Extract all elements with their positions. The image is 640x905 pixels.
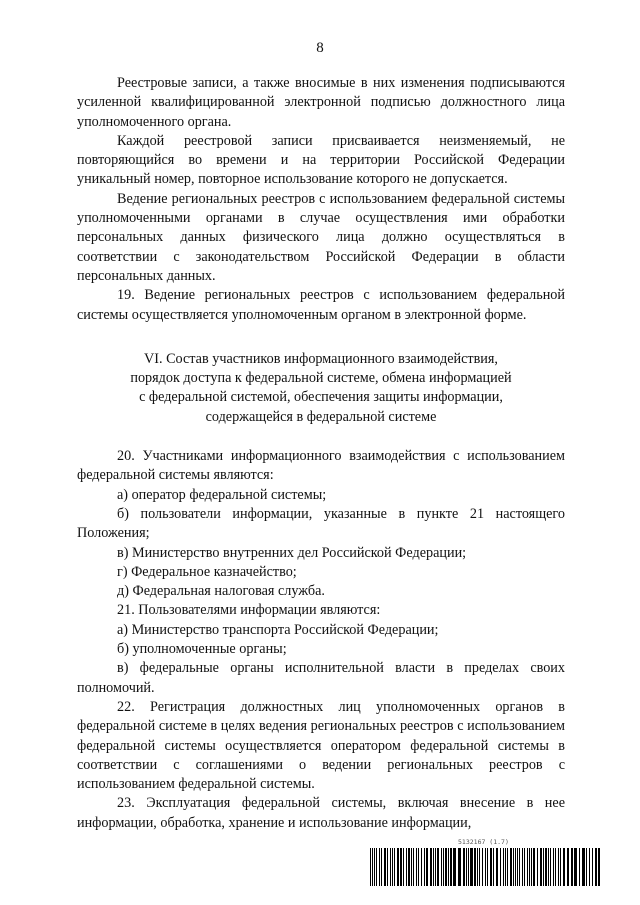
paragraph: 19. Ведение региональных реестров с использованием федеральной системы осуществляется уполномоченным органом в электронной форме. — [77, 287, 565, 323]
barcode-bar — [582, 848, 585, 886]
barcode-bar — [374, 848, 375, 886]
barcode-bar — [458, 848, 461, 886]
barcode-block — [370, 838, 600, 888]
barcode-bar — [424, 848, 425, 886]
barcode-bar — [571, 848, 573, 886]
barcode-bar — [397, 848, 399, 886]
barcode-bar — [592, 848, 593, 886]
paragraph: 20. Участниками информационного взаимодействия с использованием федеральной системы являются: — [77, 448, 565, 484]
barcode-bar — [500, 848, 501, 886]
barcode-bar — [477, 848, 478, 886]
paragraph: Каждой реестровой записи присваивается неизменяемый, не повторяющийся во времени и на территории Российской Федерации уникальный номер, повторное использование которого не допускается. — [77, 132, 565, 188]
barcode-bar — [421, 848, 422, 886]
list-item: а) оператор федеральной системы; — [117, 486, 327, 503]
barcode-bar — [453, 848, 456, 886]
barcode-bar — [437, 848, 439, 886]
barcode-bar — [390, 848, 391, 886]
barcode-bar — [579, 848, 580, 886]
paragraph: 22. Регистрация должностных лиц уполномоченных органов в федеральной системе в целях ведения региональных реестров с использованием федеральной системы осуществляется оператором федеральной системы в соответствии с соглашениями о ведении региональных реестров с использованием федеральной системы. — [77, 698, 565, 793]
barcode-bar — [574, 848, 577, 886]
barcode-bar — [555, 848, 556, 886]
barcode-bar — [493, 848, 494, 886]
barcode-bar — [550, 848, 551, 886]
paragraph: 23. Эксплуатация федеральной системы, включая внесение в нее информации, обработка, хранение и использование информации, — [77, 795, 565, 831]
list-item: б) уполномоченные органы; — [117, 641, 287, 658]
barcode-bar — [413, 848, 414, 886]
paragraph: 21. Пользователями информации являются: — [117, 602, 381, 619]
barcode-bar — [479, 848, 480, 886]
barcode-bar — [545, 848, 547, 886]
barcode-bar — [387, 848, 388, 886]
barcode-bar — [482, 848, 483, 886]
barcode-bar — [560, 848, 561, 886]
barcode-bar — [490, 848, 492, 886]
page-number: 8 — [316, 40, 324, 56]
section-heading-line: порядок доступа к федеральной системе, обмена информацией — [130, 370, 512, 387]
barcode-bar — [487, 848, 488, 886]
section-heading — [77, 350, 565, 427]
document-body — [77, 74, 565, 833]
barcode-bar — [524, 848, 525, 886]
barcode-bar — [517, 848, 518, 886]
barcode-bar — [406, 848, 407, 886]
barcode-bar — [474, 848, 476, 886]
barcode-bar — [463, 848, 465, 886]
barcode-bar — [513, 848, 514, 886]
list-item: г) Федеральное казначейство; — [117, 563, 297, 580]
barcode-bar — [370, 848, 371, 886]
barcode-bar — [519, 848, 520, 886]
barcode-bar — [416, 848, 417, 886]
barcode-bar — [531, 848, 532, 886]
barcode-bar — [441, 848, 442, 886]
barcode-bar — [507, 848, 508, 886]
list-item: в) Министерство внутренних дел Российской Федерации; — [117, 544, 467, 561]
barcode-bar — [372, 848, 373, 886]
barcode-bar — [443, 848, 444, 886]
barcode-bar — [522, 848, 523, 886]
barcode-bar — [540, 848, 542, 886]
barcode-bar — [408, 848, 410, 886]
barcode-bar — [435, 848, 436, 886]
barcode-bar — [563, 848, 565, 886]
barcode-bar — [485, 848, 486, 886]
section-heading-line: VI. Состав участников информационного взаимодействия, — [144, 350, 498, 367]
paragraph: Ведение региональных реестров с использованием федеральной системы уполномоченными органами в случае осуществления ими обработки персональных данных физического лица должно осуществляться в соответствии с законодательством Российской Федерации в области персональных данных. — [77, 190, 565, 284]
barcode-bar — [553, 848, 554, 886]
barcode-bar — [503, 848, 504, 886]
barcode-bar — [448, 848, 449, 886]
list-item: в) федеральные органы исполнительной власти в пределах своих полномочий. — [77, 660, 565, 696]
section-heading-line: содержащейся в федеральной системе — [205, 408, 437, 425]
barcode-bar — [510, 848, 512, 886]
barcode-bar — [403, 848, 404, 886]
barcode-bar — [527, 848, 528, 886]
barcode-bar — [445, 848, 447, 886]
list-item: д) Федеральная налоговая служба. — [117, 583, 325, 600]
barcode-bar — [379, 848, 380, 886]
barcode-bar — [505, 848, 506, 886]
barcode-bar — [548, 848, 549, 886]
barcode-bar — [400, 848, 402, 886]
barcode-image — [370, 848, 600, 886]
barcode-bar — [496, 848, 498, 886]
barcode-number: 5132167 (1.7) — [458, 838, 509, 846]
barcode-bar — [515, 848, 516, 886]
paragraph: Реестровые записи, а также вносимые в них изменения подписываются усиленной квалифицированной электронной подписью должностного лица уполномоченного органа. — [77, 75, 565, 130]
barcode-bar — [433, 848, 434, 886]
barcode-bar — [589, 848, 590, 886]
barcode-bar — [384, 848, 386, 886]
list-item: б) пользователи информации, указанные в пункте 21 настоящего Положения; — [77, 505, 565, 542]
barcode-bar — [598, 848, 600, 886]
barcode-bar — [529, 848, 530, 886]
list-item: а) Министерство транспорта Российской Федерации; — [117, 621, 439, 638]
barcode-bar — [430, 848, 432, 886]
barcode-bar — [411, 848, 412, 886]
section-heading-line: с федеральной системой, обеспечения защиты информации, — [139, 389, 503, 406]
barcode-bar — [567, 848, 569, 886]
barcode-bar — [470, 848, 473, 886]
barcode-bar — [394, 848, 395, 886]
barcode-bar — [376, 848, 377, 886]
barcode-bar — [586, 848, 587, 886]
barcode-bar — [381, 848, 382, 886]
barcode-bar — [558, 848, 559, 886]
barcode-bar — [543, 848, 544, 886]
barcode-bar — [595, 848, 597, 886]
barcode-bar — [466, 848, 467, 886]
barcode-bar — [468, 848, 469, 886]
barcode-bar — [537, 848, 538, 886]
barcode-bar — [392, 848, 393, 886]
barcode-bar — [426, 848, 428, 886]
barcode-bar — [533, 848, 535, 886]
barcode-bar — [450, 848, 452, 886]
barcode-bar — [418, 848, 419, 886]
